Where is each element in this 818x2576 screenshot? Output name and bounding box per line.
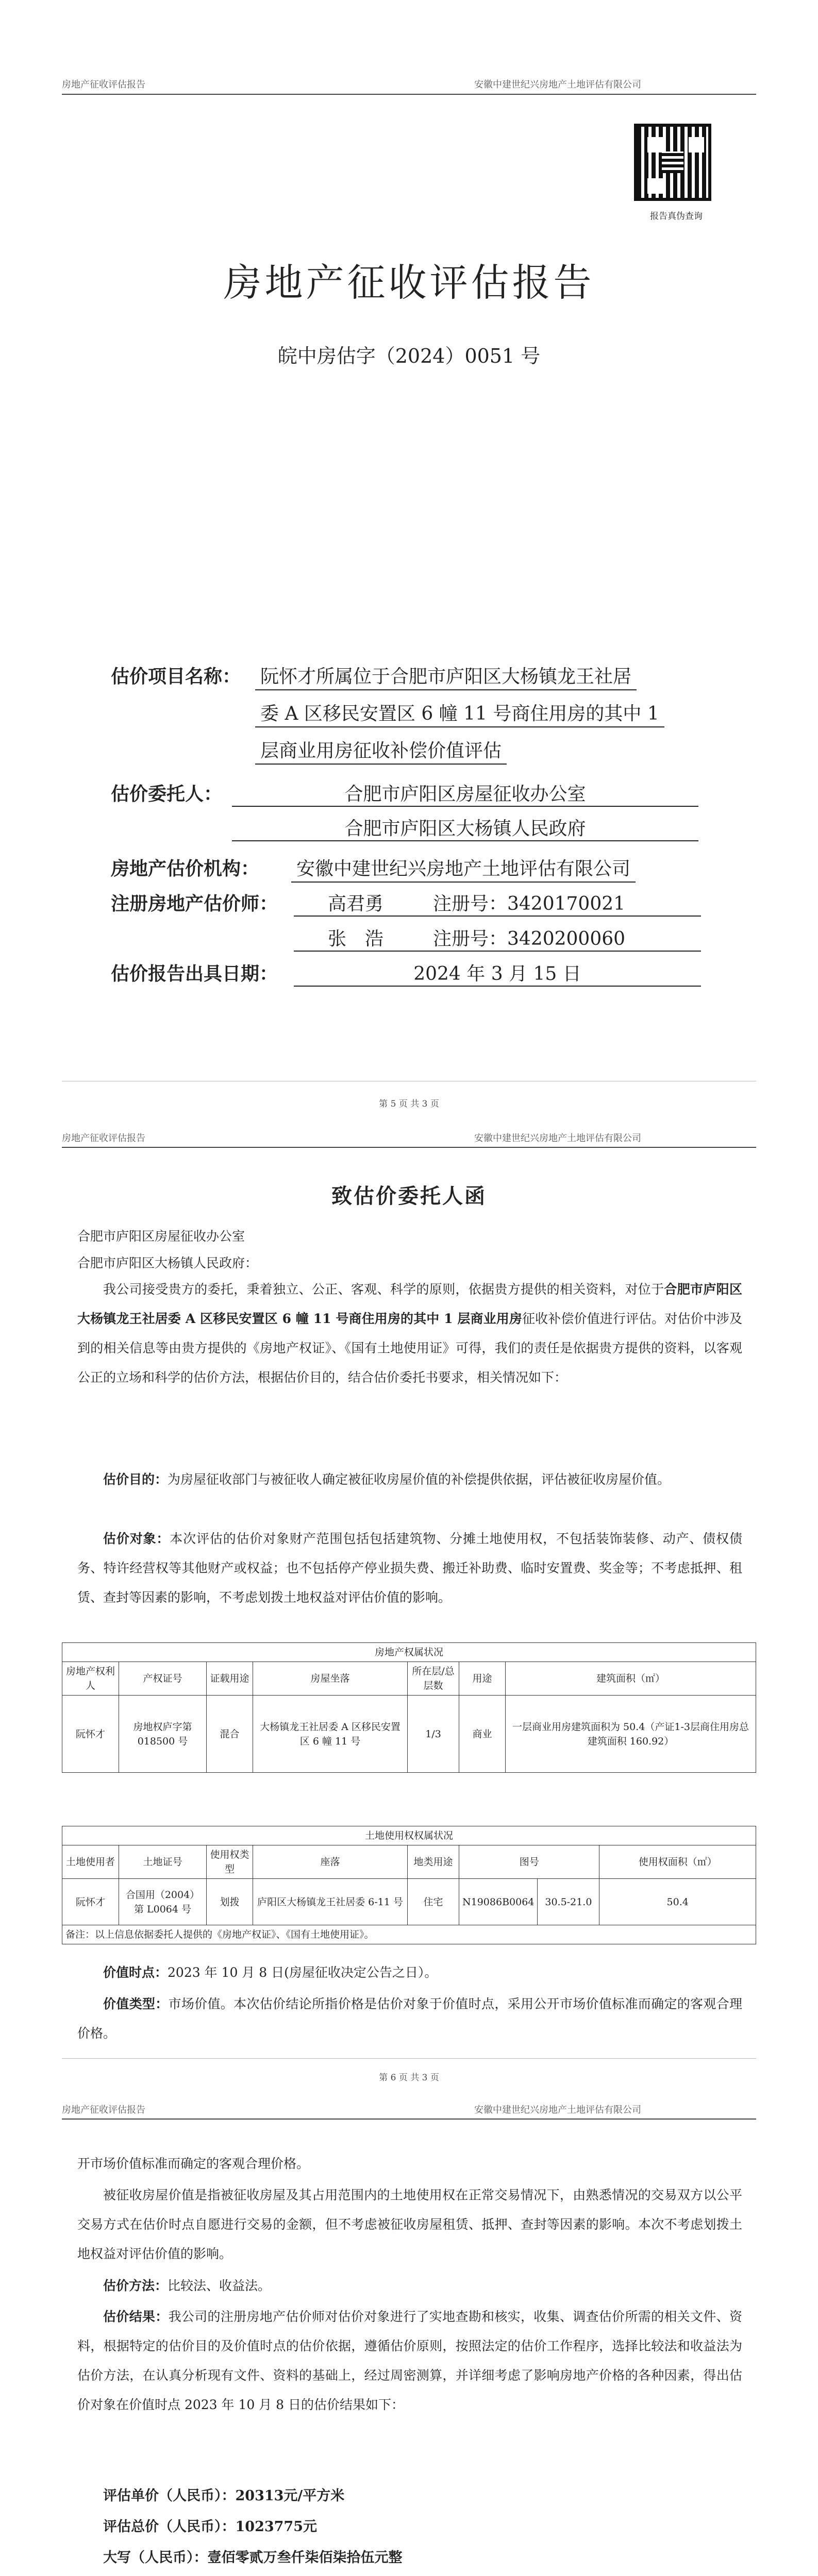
table-cell: N19086B0064 [459, 1879, 538, 1925]
table-cell: 一层商业用房建筑面积为 50.4（产证1-3层商住用房总建筑面积 160.92） [506, 1696, 756, 1773]
object-paragraph: 估价对象：本次评估的估价对象财产范围包括包括建筑物、分摊土地使用权，不包括装饰装修、动产、债权债务、特许经营权等其他财产或权益；也不包括停产停业损失费、搬迁补助费、临时安置费、奖金等；不考虑抵押、租赁、查封等因素的影响，不考虑划拨土地权益对评估价值的影响。 [77, 1531, 742, 1605]
col-header: 产权证号 [119, 1662, 207, 1696]
qr-code[interactable] [634, 124, 711, 201]
table-cell: 30.5-21.0 [538, 1879, 599, 1925]
total-price-row [103, 2515, 317, 2535]
report-title: 房地产征收评估报告 [223, 261, 595, 305]
land-table-caption: 土地使用权权属状况 [62, 1826, 756, 1845]
value-type-paragraph: 价值类型：市场价值。本次估价结论所指价格是估价对象于价值时点，采用公开市场价值标准而确定的客观合理价格。 [77, 1996, 742, 2041]
col-header: 地类用途 [408, 1845, 459, 1879]
method-paragraph: 估价方法：比较法、收益法。 [103, 2278, 271, 2293]
table-cell: 混合 [207, 1696, 253, 1773]
header-rule [62, 2119, 756, 2120]
value-type-continued: 开市场价值标准而确定的客观合理价格。 [77, 2156, 310, 2171]
total-price-value: 1023775元 [235, 2519, 318, 2535]
purpose-paragraph: 估价目的：为房屋征收部门与被征收人确定被征收房屋价值的补偿提供依据，评估被征收房屋价值。 [103, 1472, 671, 1487]
report-date: 2024 年 3 月 15 日 [294, 959, 701, 987]
table-cell: 阮怀才 [62, 1879, 119, 1925]
agency-label: 房地产估价机构： [111, 858, 260, 879]
total-price-label: 评估总价（人民币）： [103, 2519, 236, 2535]
table-cell: 划拨 [207, 1879, 253, 1925]
market-value-paragraph: 被征收房屋价值是指被征收房屋及其占用范围内的土地使用权在正常交易情况下，由熟悉情况的交易双方以公平交易方式在估价时点自愿进行交易的金额，但不考虑被征收房屋租赁、抵押、查封等因素的影响。本次不考虑划拨土地权益对评估价值的影响。 [77, 2188, 742, 2261]
date-label: 估价报告出具日期： [111, 963, 278, 985]
capital-amount-row [103, 2546, 403, 2566]
col-header: 土地证号 [119, 1845, 207, 1879]
client-1: 合肥市庐阳区房屋征收办公室 [232, 779, 698, 807]
capital-amount-value: 壹佰零贰万叁仟柒佰柒拾伍元整 [207, 2550, 403, 2566]
header-left: 房地产征收评估报告 [62, 79, 145, 90]
table-cell: 商业 [459, 1696, 506, 1773]
result-paragraph: 估价结果：我公司的注册房地产估价师对估价对象进行了实地查勘和核实，收集、调查估价所需的相关文件、资料，根据特定的估价目的及价值时点的估价依据，遵循估价原则，按照法定的估价工作程序，选择比较法和收益法为估价方法，在认真分析现有文件、资料的基础上，经过周密测算，并详细考虑了影响房地产价格的各种因素，得出估价对象在价值时点 2023 年 10 月 8 日的估价结果如下： [77, 2309, 742, 2412]
page-number: 第 6 页 共 3 页 [379, 2073, 439, 2083]
header-rule [62, 1147, 756, 1148]
table-cell: 合国用（2004）第 L0064 号 [119, 1879, 207, 1925]
table-cell: 1/3 [408, 1696, 459, 1773]
letter-title: 致估价委托人函 [331, 1184, 487, 1208]
house-table-caption: 房地产权属状况 [62, 1643, 756, 1662]
report-number: 皖中房估字（2024）0051 号 [277, 345, 541, 367]
project-line-2: 委 A 区移民安置区 6 幢 11 号商住用房的其中 1 [255, 699, 664, 727]
unit-price-label: 评估单价（人民币）： [103, 2488, 236, 2504]
agency-name: 安徽中建世纪兴房地产土地评估有限公司 [291, 854, 636, 883]
unit-price-row [103, 2484, 344, 2504]
table-cell: 大杨镇龙王社居委 A 区移民安置区 6 幢 11 号 [253, 1696, 408, 1773]
value-date-paragraph: 价值时点：2023 年 10 月 8 日(房屋征收决定公告之日）。 [103, 1965, 438, 1980]
unit-price-value: 20313元/平方米 [235, 2488, 345, 2504]
col-header: 房地产权利人 [62, 1662, 119, 1696]
header-rule [62, 94, 756, 95]
capital-amount-label: 大写（人民币）： [103, 2550, 208, 2566]
col-header: 用途 [459, 1662, 506, 1696]
header-right: 安徽中建世纪兴房地产土地评估有限公司 [474, 2105, 641, 2115]
col-header: 座落 [253, 1845, 408, 1879]
land-table [62, 1826, 756, 1944]
table-note: 备注：以上信息依据委托人提供的《房地产权证》、《国有土地使用证》。 [62, 1925, 756, 1944]
appraiser-2 [294, 924, 701, 952]
page-number: 第 5 页 共 3 页 [379, 1099, 439, 1109]
project-label: 估价项目名称： [111, 666, 241, 687]
table-cell: 房地权庐字第018500 号 [119, 1696, 207, 1773]
table-cell: 庐阳区大杨镇龙王社居委 6-11 号 [253, 1879, 408, 1925]
appraiser-2-name: 张 浩 [327, 928, 383, 950]
col-header: 房屋坐落 [253, 1662, 408, 1696]
col-header: 使用权面积（㎡） [599, 1845, 756, 1879]
table-cell: 住宅 [408, 1879, 459, 1925]
client-label: 估价委托人： [111, 783, 223, 805]
appraiser-1 [294, 889, 701, 917]
col-header: 使用权类型 [207, 1845, 253, 1879]
intro-paragraph: 我公司接受贵方的委托，秉着独立、公正、客观、科学的原则，依据贵方提供的相关资料，对位于合肥市庐阳区大杨镇龙王社居委 A 区移民安置区 6 幢 11 号商住用房的其中 1 层商业用房征收补偿价值进行评估。对估价中涉及到的相关信息等由贵方提供的《房地产权证》、《国有土地使用证》可得，我们的责任是依据贵方提供的资料，以客观公正的立场和科学的估价方法，根据估价目的，结合估价委托书要求，相关情况如下： [77, 1282, 742, 1385]
appraiser-1-name: 高君勇 [327, 893, 383, 914]
table-cell: 50.4 [599, 1879, 756, 1925]
header-left: 房地产征收评估报告 [62, 1133, 145, 1144]
header-left: 房地产征收评估报告 [62, 2105, 145, 2115]
addressee-2: 合肥市庐阳区大杨镇人民政府： [77, 1256, 258, 1270]
addressee-1: 合肥市庐阳区房屋征收办公室 [77, 1229, 245, 1244]
appraiser-1-number: 注册号：3420170021 [433, 893, 626, 914]
table-cell: 阮怀才 [62, 1696, 119, 1773]
property-table [62, 1642, 756, 1773]
header-right: 安徽中建世纪兴房地产土地评估有限公司 [474, 1133, 641, 1144]
col-header: 建筑面积（㎡） [506, 1662, 756, 1696]
col-header: 证载用途 [207, 1662, 253, 1696]
project-line-1: 阮怀才所属位于合肥市庐阳区大杨镇龙王社居 [255, 662, 637, 690]
col-header: 所在层/总层数 [408, 1662, 459, 1696]
header-right: 安徽中建世纪兴房地产土地评估有限公司 [474, 79, 641, 90]
project-line-3: 层商业用房征收补偿价值评估 [255, 736, 507, 765]
client-2: 合肥市庐阳区大杨镇人民政府 [232, 814, 698, 841]
col-header: 图号 [459, 1845, 599, 1879]
appraiser-label: 注册房地产估价师： [111, 893, 278, 914]
footer-rule [62, 2058, 756, 2059]
appraiser-2-number: 注册号：3420200060 [433, 928, 626, 950]
col-header: 土地使用者 [62, 1845, 119, 1879]
qr-caption: 报告真伪查询 [650, 211, 703, 222]
